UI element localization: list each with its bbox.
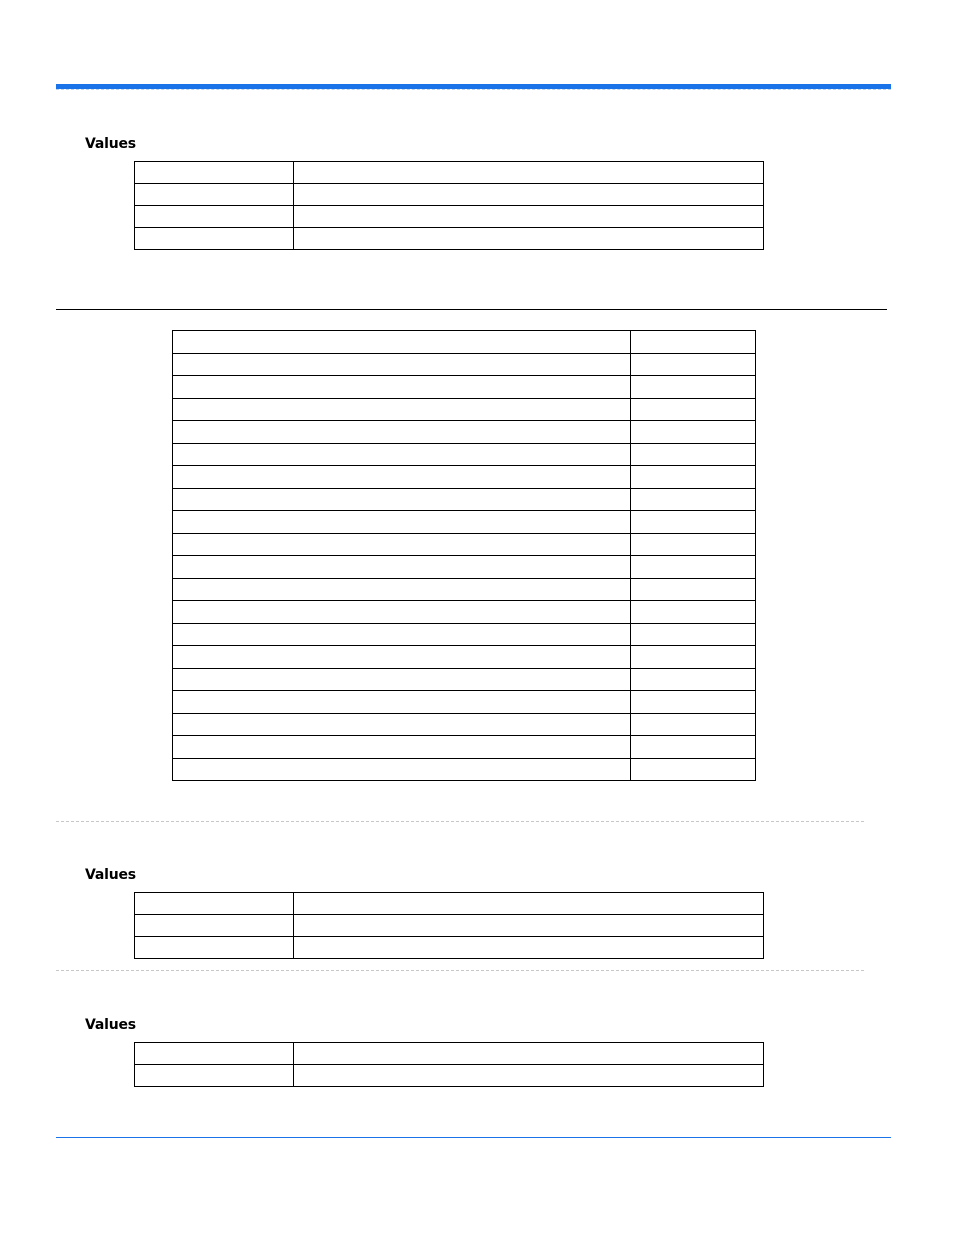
table-cell: [173, 578, 631, 601]
footer-rule: [56, 1137, 891, 1138]
table-cell: [135, 937, 294, 959]
table-cell: [173, 691, 631, 714]
section-heading-values-1: Values: [85, 136, 136, 152]
table-cell: [135, 1043, 294, 1065]
table-cell: [631, 443, 756, 466]
table-cell: [631, 398, 756, 421]
table-cell: [631, 421, 756, 444]
table-cell: [173, 376, 631, 399]
dashed-divider-1: [56, 821, 864, 822]
summary-table-row: [173, 466, 756, 489]
table-cell: [173, 601, 631, 624]
values-table-row: [135, 937, 764, 959]
table-cell: [631, 466, 756, 489]
summary-table-row: [173, 713, 756, 736]
summary-table-row: [173, 421, 756, 444]
table-cell: [135, 1065, 294, 1087]
table-cell: [173, 668, 631, 691]
values-table-row: [135, 206, 764, 228]
table-cell: [631, 331, 756, 354]
table-cell: [294, 937, 764, 959]
summary-table-row: [173, 376, 756, 399]
table-cell: [294, 893, 764, 915]
summary-table-row: [173, 691, 756, 714]
table-cell: [173, 646, 631, 669]
section-divider: [56, 309, 887, 310]
table-cell: [631, 623, 756, 646]
table-cell: [173, 353, 631, 376]
table-cell: [173, 713, 631, 736]
table-cell: [631, 691, 756, 714]
table-cell: [631, 511, 756, 534]
table-cell: [173, 398, 631, 421]
summary-table-row: [173, 758, 756, 781]
values-table-row: [135, 184, 764, 206]
values-table-3: [134, 1042, 764, 1087]
table-cell: [294, 915, 764, 937]
values-table-row: [135, 228, 764, 250]
table-cell: [173, 758, 631, 781]
table-cell: [173, 466, 631, 489]
table-cell: [173, 623, 631, 646]
summary-table-row: [173, 511, 756, 534]
table-cell: [294, 1043, 764, 1065]
table-cell: [135, 915, 294, 937]
summary-table-row: [173, 601, 756, 624]
table-cell: [173, 331, 631, 354]
table-cell: [294, 162, 764, 184]
summary-table-row: [173, 556, 756, 579]
values-table-2: [134, 892, 764, 959]
table-cell: [631, 736, 756, 759]
values-table-row: [135, 893, 764, 915]
table-cell: [173, 556, 631, 579]
summary-table-row: [173, 353, 756, 376]
summary-table-row: [173, 533, 756, 556]
table-cell: [631, 533, 756, 556]
table-cell: [135, 893, 294, 915]
table-cell: [173, 533, 631, 556]
summary-table-row: [173, 736, 756, 759]
summary-table-row: [173, 488, 756, 511]
section-heading-values-2: Values: [85, 867, 136, 883]
summary-table-row: [173, 623, 756, 646]
table-cell: [294, 1065, 764, 1087]
table-cell: [631, 556, 756, 579]
values-table-row: [135, 162, 764, 184]
section-heading-values-3: Values: [85, 1017, 136, 1033]
table-cell: [631, 601, 756, 624]
values-table-1: [134, 161, 764, 250]
table-cell: [135, 184, 294, 206]
table-cell: [135, 162, 294, 184]
table-cell: [173, 511, 631, 534]
table-cell: [631, 713, 756, 736]
table-cell: [135, 228, 294, 250]
table-cell: [631, 646, 756, 669]
summary-table-row: [173, 668, 756, 691]
header-dashed-rule: [56, 89, 891, 90]
table-cell: [294, 184, 764, 206]
table-cell: [631, 488, 756, 511]
dashed-divider-2: [56, 970, 864, 971]
table-cell: [135, 206, 294, 228]
table-cell: [294, 228, 764, 250]
table-cell: [173, 488, 631, 511]
summary-table-row: [173, 578, 756, 601]
table-cell: [173, 421, 631, 444]
table-cell: [294, 206, 764, 228]
summary-table: [172, 330, 756, 781]
table-cell: [631, 578, 756, 601]
table-cell: [173, 443, 631, 466]
table-cell: [631, 353, 756, 376]
values-table-row: [135, 1065, 764, 1087]
summary-table-row: [173, 331, 756, 354]
summary-table-row: [173, 646, 756, 669]
table-cell: [631, 758, 756, 781]
table-cell: [631, 376, 756, 399]
summary-table-row: [173, 398, 756, 421]
values-table-row: [135, 1043, 764, 1065]
values-table-row: [135, 915, 764, 937]
table-cell: [173, 736, 631, 759]
table-cell: [631, 668, 756, 691]
summary-table-row: [173, 443, 756, 466]
